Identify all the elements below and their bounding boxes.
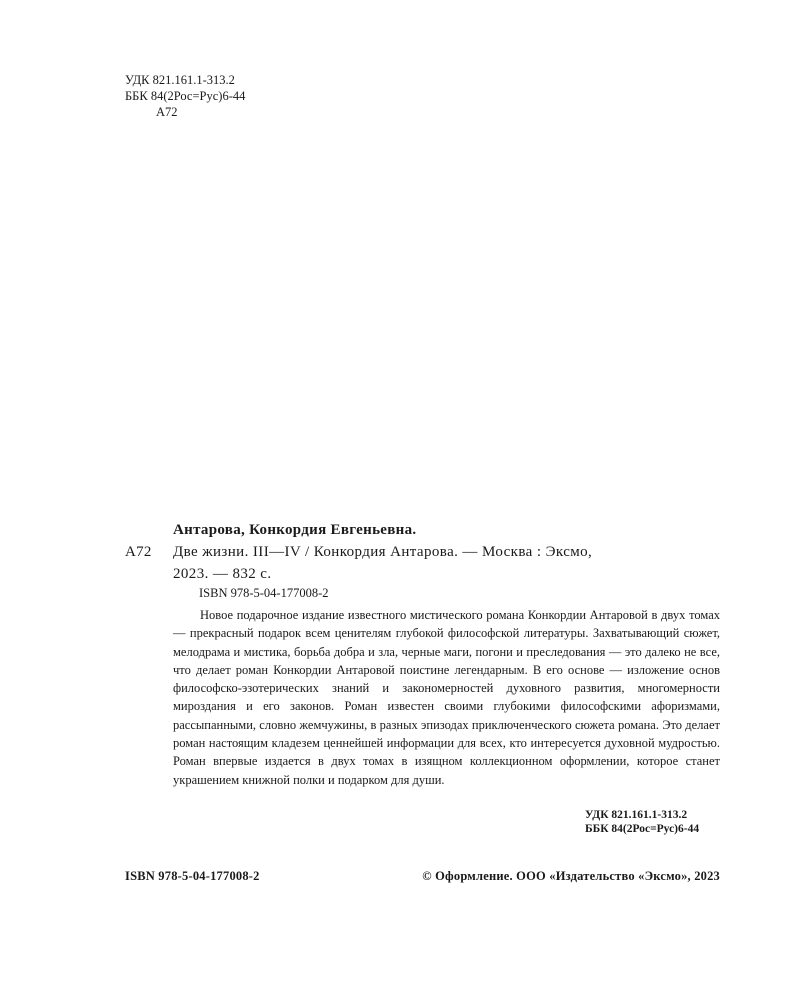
- annotation-paragraph: Новое подарочное издание известного мистического романа Конкордии Антаровой в двух томах — прекрасный подарок всем ценителям глубокой философской литературы. Захватывающий сюжет, мелодрама и мистика, борьба добра и зла, черные маги, погони и преследования — это далеко не все, что делает роман Конкордии Антаровой поистине легендарным. В его основе — изложение основ философско-эзотерических знаний и закономерностей духовного развития, многомерности мироздания и его законов. Роман известен своими глубокими философскими афоризмами, рассыпанными, словно жемчужины, в разных эпизодах приключенческого сюжета романа. Это делает роман настоящим кладезем ценнейшей информации для всех, кто интересуется духовной мудростью. Роман впервые издается в двух томах в изящном коллекционном оформлении, которое станет украшением книжной полки и подарком для души.: [173, 608, 720, 787]
- udk-code: УДК 821.161.1-313.2: [125, 73, 235, 87]
- classification-block-bold: [585, 808, 699, 836]
- entry-title-line-2: 2023. — 832 с.: [173, 566, 272, 582]
- entry-isbn: ISBN 978-5-04-177008-2: [199, 586, 329, 600]
- footer-isbn: ISBN 978-5-04-177008-2: [125, 869, 260, 883]
- entry-title: [173, 541, 720, 585]
- entry-title-line-1: Две жизни. III—IV / Конкордия Антарова. — Москва : Эксмо,: [173, 544, 593, 560]
- udk-code-bold: УДК 821.161.1-313.2: [585, 809, 688, 821]
- entry-author: Антарова, Конкордия Евгеньевна.: [173, 522, 417, 538]
- classification-block: [125, 72, 245, 120]
- footer-copyright: © Оформление. ООО «Издательство «Эксмо», 2023: [422, 869, 720, 883]
- bbk-code: ББК 84(2Рос=Рус)6-44: [125, 89, 246, 103]
- bbk-code-bold: ББК 84(2Рос=Рус)6-44: [585, 823, 700, 835]
- author-mark: А72: [156, 105, 178, 119]
- entry-code: А72: [125, 544, 152, 560]
